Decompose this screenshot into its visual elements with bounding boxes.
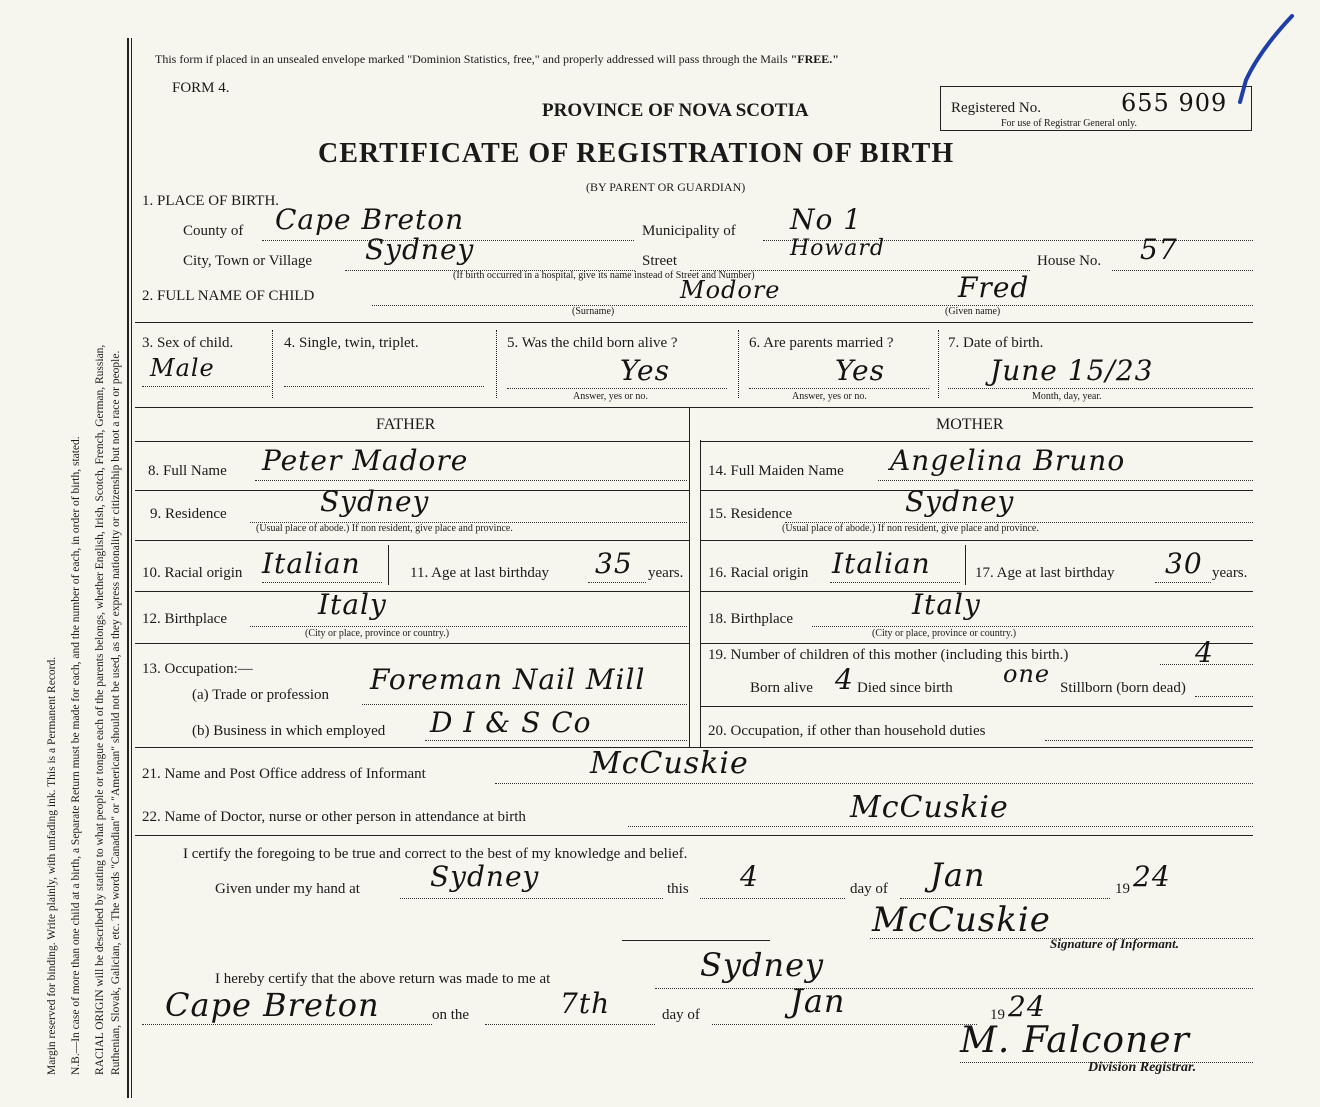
father-trade-label: (a) Trade or profession [192,687,330,703]
certify-year-prefix: 19 [1115,881,1130,897]
child-surname: Modore [680,276,781,304]
father-occupation-label: 13. Occupation:— [142,661,253,677]
doctor-label: 22. Name of Doctor, nurse or other person in attendance at birth [142,809,526,825]
street-label: Street [642,253,677,269]
form-number: FORM 4. [172,80,230,96]
dob-label: 7. Date of birth. [948,335,1044,351]
registrar-dayof-label: day of [662,1007,700,1023]
born-alive-value: Yes [620,354,670,387]
mother-occupation-label: 20. Occupation, if other than household duties [708,723,986,739]
margin-racial-note-2: Ruthenian, Slovak, Galician, etc. The words "Canadian" or "American" should not be used, as they express nationality or citizenship but not a race or people. [110,350,122,1075]
county-label: County of [183,223,244,239]
mother-children-label: 19. Number of children of this mother (including this birth.) [708,647,1069,663]
registered-label: Registered No. [951,100,1041,116]
house-label: House No. [1037,253,1102,269]
house-value: 57 [1140,233,1178,266]
mother-birthplace-caption: (City or place, province or country.) [872,628,1017,639]
died-since-birth-label: Died since birth [857,680,953,696]
dob-value: June 15/23 [990,354,1154,387]
single-twin-label: 4. Single, twin, triplet. [284,335,419,351]
answer-caption-6: Answer, yes or no. [792,391,867,402]
registrar-day-value: 7th [560,987,611,1020]
registered-number-box [940,86,1252,131]
registrar-onthe-label: on the [432,1007,470,1023]
mother-birthplace-label: 18. Birthplace [708,611,793,627]
stillborn-label: Stillborn (born dead) [1060,680,1186,696]
mother-race-label: 16. Racial origin [708,565,809,581]
place-heading: 1. PLACE OF BIRTH. [142,193,280,209]
father-birthplace-caption: (City or place, province or country.) [305,628,450,639]
doctor-value: McCuskie [850,790,1009,825]
father-business-value: D I & S Co [430,706,592,739]
mother-residence-value: Sydney [905,485,1015,518]
father-heading: FATHER [376,416,436,433]
hospital-note: (If birth occurred in a hospital, give its name instead of Street and Number) [453,270,755,281]
certify-dayof-label: day of [850,881,888,897]
father-birthplace-value: Italy [318,588,387,621]
province-heading: PROVINCE OF NOVA SCOTIA [542,100,809,121]
certify-statement: I certify the foregoing to be true and correct to the best of my knowledge and belief. [183,846,688,862]
child-given-name: Fred [958,271,1030,304]
registrar-county: Cape Breton [165,986,380,1024]
registered-value: 655 909 [1121,89,1228,117]
father-birthplace-label: 12. Birthplace [142,611,227,627]
pen-check-mark [1230,10,1300,110]
certify-year-value: 24 [1133,860,1171,893]
given-caption: (Given name) [945,306,1001,317]
sex-label: 3. Sex of child. [142,335,234,351]
father-race-label: 10. Racial origin [142,565,243,581]
father-residence-label: 9. Residence [150,506,227,522]
informant-label: 21. Name and Post Office address of Informant [142,766,426,782]
binding-line [127,38,129,1098]
informant-signature-caption: Signature of Informant. [1050,936,1179,951]
mother-name-label: 14. Full Maiden Name [708,463,844,479]
died-since-birth-value: one [1003,660,1051,688]
mother-children-value: 4 [1195,636,1214,669]
registrar-statement: I hereby certify that the above return was made to me at [215,971,551,987]
margin-racial-note: RACIAL ORIGIN will be described by stating to what people or tongue each of the parents belongs, whether English, Irish, Scotch, French, German, Russian, [94,344,106,1075]
sex-value: Male [150,354,215,382]
born-alive-count-value: 4 [835,663,854,696]
father-age-value: 35 [595,547,633,580]
registrar-year-value: 24 [1008,990,1046,1023]
father-residence-caption: (Usual place of abode.) If non resident, give place and province. [256,523,513,534]
parents-married-value: Yes [835,354,885,387]
father-name-value: Peter Madore [262,444,469,477]
registrar-caption: Division Registrar. [1088,1060,1197,1075]
mother-name-value: Angelina Bruno [890,444,1126,477]
child-name-label: 2. FULL NAME OF CHILD [142,288,315,304]
county-value: Cape Breton [275,203,465,236]
municipality-label: Municipality of [642,223,736,239]
mother-age-value: 30 [1165,547,1203,580]
city-value: Sydney [365,233,475,266]
father-business-label: (b) Business in which employed [192,723,386,739]
registrar-signature: M. Falconer [960,1020,1190,1061]
registrar-year-prefix: 19 [990,1007,1005,1023]
city-label: City, Town or Village [183,253,313,269]
binding-line-inner [131,38,132,1098]
dob-caption: Month, day, year. [1032,391,1102,402]
registrar-month-value: Jan [790,982,846,1020]
father-race-value: Italian [262,547,361,580]
informant-value: McCuskie [590,746,749,781]
parents-married-label: 6. Are parents married ? [749,335,894,351]
certify-month-value: Jan [930,856,986,894]
given-at-value: Sydney [430,860,540,893]
given-at-label: Given under my hand at [215,881,360,897]
certify-day-value: 4 [740,860,759,893]
father-name-label: 8. Full Name [148,463,227,479]
municipality-value: No 1 [790,203,863,236]
born-alive-label: 5. Was the child born alive ? [507,335,678,351]
registrar-place: Sydney [700,946,825,984]
margin-binding-note: Margin reserved for binding. Write plainly, with unfading ink. This is a Permanent Record. [46,656,58,1075]
surname-caption: (Surname) [572,306,615,317]
certificate-title: CERTIFICATE OF REGISTRATION OF BIRTH [318,138,955,169]
answer-caption-5: Answer, yes or no. [573,391,648,402]
mother-birthplace-value: Italy [912,588,981,621]
father-trade-value: Foreman Nail Mill [370,663,646,696]
father-age-years: years. [648,565,684,581]
registered-note: For use of Registrar General only. [1001,118,1137,129]
father-residence-value: Sydney [320,485,430,518]
certificate-subtitle: (BY PARENT OR GUARDIAN) [586,180,746,194]
street-value: Howard [790,236,885,261]
informant-signature: McCuskie [872,900,1051,940]
mother-heading: MOTHER [936,416,1004,433]
mother-age-label: 17. Age at last birthday [975,565,1115,581]
this-label: this [667,881,689,897]
born-alive-count-label: Born alive [750,680,813,696]
margin-nb-note: N.B.—In case of more than one child at a birth, a Separate Return must be made for each, and the number of each, in order of birth, stated. [70,436,82,1075]
mail-notice: This form if placed in an unsealed envelope marked "Dominion Statistics, free," and properly addressed will pass through the Mails "FREE." [155,52,839,66]
mother-race-value: Italian [832,547,931,580]
father-age-label: 11. Age at last birthday [410,565,549,581]
mother-age-years: years. [1212,565,1248,581]
mother-residence-caption: (Usual place of abode.) If non resident, give place and province. [782,523,1039,534]
mother-residence-label: 15. Residence [708,506,793,522]
